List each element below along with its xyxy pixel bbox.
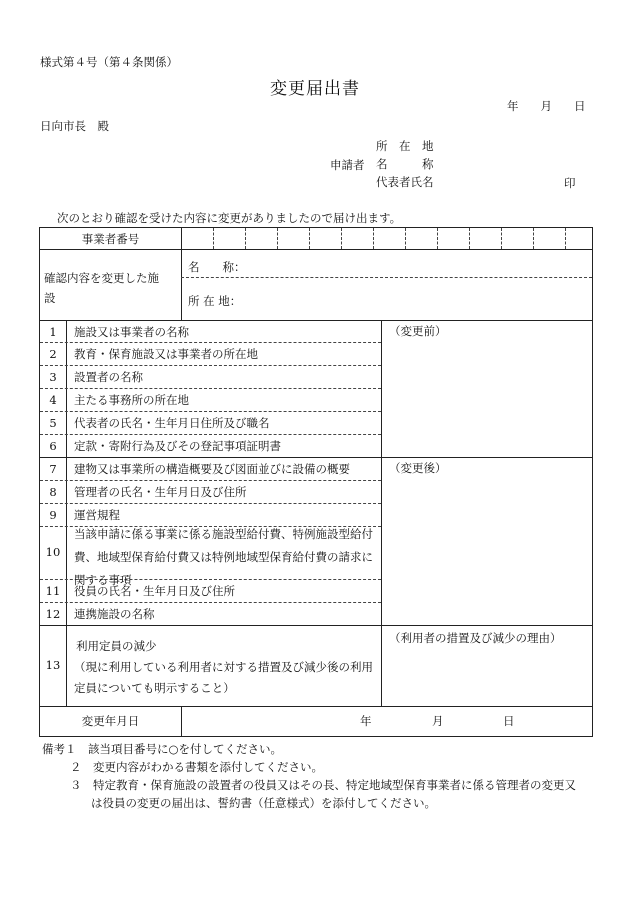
applicant-address-label: 所 在 地 (376, 139, 434, 153)
seal-mark: 印 (564, 176, 576, 190)
item-number: 9 (49, 508, 57, 522)
item-text: 利用定員の減少 （現に利用している利用者に対する措置及び減少後の利用定員についても明示すること） (74, 636, 384, 699)
item-text: 役員の氏名・生年月日及び住所 (74, 584, 235, 598)
change-table (39, 227, 593, 737)
item-number: 7 (49, 462, 57, 476)
facility-label: 確認内容を変更した施 設 (44, 271, 159, 305)
item-number: 11 (45, 584, 61, 598)
applicant-name-label: 名 称 (376, 157, 434, 171)
item-number: 4 (49, 393, 57, 407)
item-number: 12 (45, 607, 61, 621)
item-text: 管理者の氏名・生年月日及び住所 (74, 485, 247, 499)
form-number: 様式第４号（第４条関係） (40, 55, 178, 69)
item-number: 5 (49, 416, 57, 430)
facility-address-label: 所 在 地： (188, 294, 242, 308)
item-text: 設置者の名称 (74, 370, 143, 384)
item-sub-text: （現に利用している利用者に対する措置及び減少後の利用定員についても明示すること） (74, 660, 373, 695)
item-number: 3 (49, 370, 57, 384)
applicant-rep-label: 代表者氏名 (376, 175, 434, 189)
item-text: 当該申請に係る事業に係る施設型給付費、特例施設型給付費、地域型保育給付費又は特例地域型保育給付費の請求に関する事項 (74, 527, 373, 587)
item-text: 代表者の氏名・生年月日住所及び職名 (74, 416, 270, 430)
change-day-label: 日 (503, 714, 515, 728)
applicant-fields (376, 137, 434, 191)
remark-1: 備考１ 該当項目番号に○を付してください。 (42, 742, 283, 756)
item-number: 2 (49, 347, 57, 361)
item-text: 建物又は事業所の構造概要及び図面並びに設備の概要 (74, 462, 350, 476)
applicant-label: 申請者 (330, 158, 365, 172)
after-change-label: （変更後） (389, 461, 447, 475)
remarks (42, 740, 576, 812)
item-text: 定款・寄附行為及びその登記事項証明書 (74, 439, 281, 453)
facility-name-label: 名 称： (188, 260, 246, 274)
business-number-boxes[interactable] (181, 228, 592, 249)
item-text: 運営規程 (74, 508, 120, 522)
remark-2: ２ 変更内容がわかる書類を添付してください。 (70, 760, 323, 774)
item-number: 1 (49, 325, 57, 339)
date-month-label: 月 (540, 99, 552, 113)
before-change-label: （変更前） (389, 324, 447, 338)
change-date-label: 変更年月日 (81, 714, 140, 728)
item-text: 施設又は事業者の名称 (74, 325, 189, 339)
item-number: 13 (45, 658, 61, 672)
addressee: 日向市長 殿 (40, 119, 109, 133)
submission-date (507, 98, 589, 114)
item-text: 連携施設の名称 (74, 607, 155, 621)
item-number: 6 (49, 439, 57, 453)
item-number: 8 (49, 485, 57, 499)
remark-3: ３ 特定教育・保育施設の設置者の役員又はその長、特定地域型保育事業者に係る管理者の変更又 (70, 778, 576, 792)
remark-3-cont: は役員の変更の届出は、誓約書（任意様式）を添付してください。 (91, 796, 436, 810)
change-year-label: 年 (360, 714, 372, 728)
item-text: 主たる事務所の所在地 (74, 393, 189, 407)
intro-text: 次のとおり確認を受けた内容に変更がありましたので届け出ます。 (57, 211, 402, 225)
change-month-label: 月 (432, 714, 444, 728)
date-year-label: 年 (507, 99, 519, 113)
business-number-label: 事業者番号 (81, 232, 140, 246)
item-number: 10 (45, 545, 61, 559)
item-text: 教育・保育施設又は事業者の所在地 (74, 347, 258, 361)
document-title: 変更届出書 (270, 79, 360, 99)
reduction-reason-label: （利用者の措置及び減少の理由） (389, 631, 562, 645)
date-day-label: 日 (574, 99, 586, 113)
